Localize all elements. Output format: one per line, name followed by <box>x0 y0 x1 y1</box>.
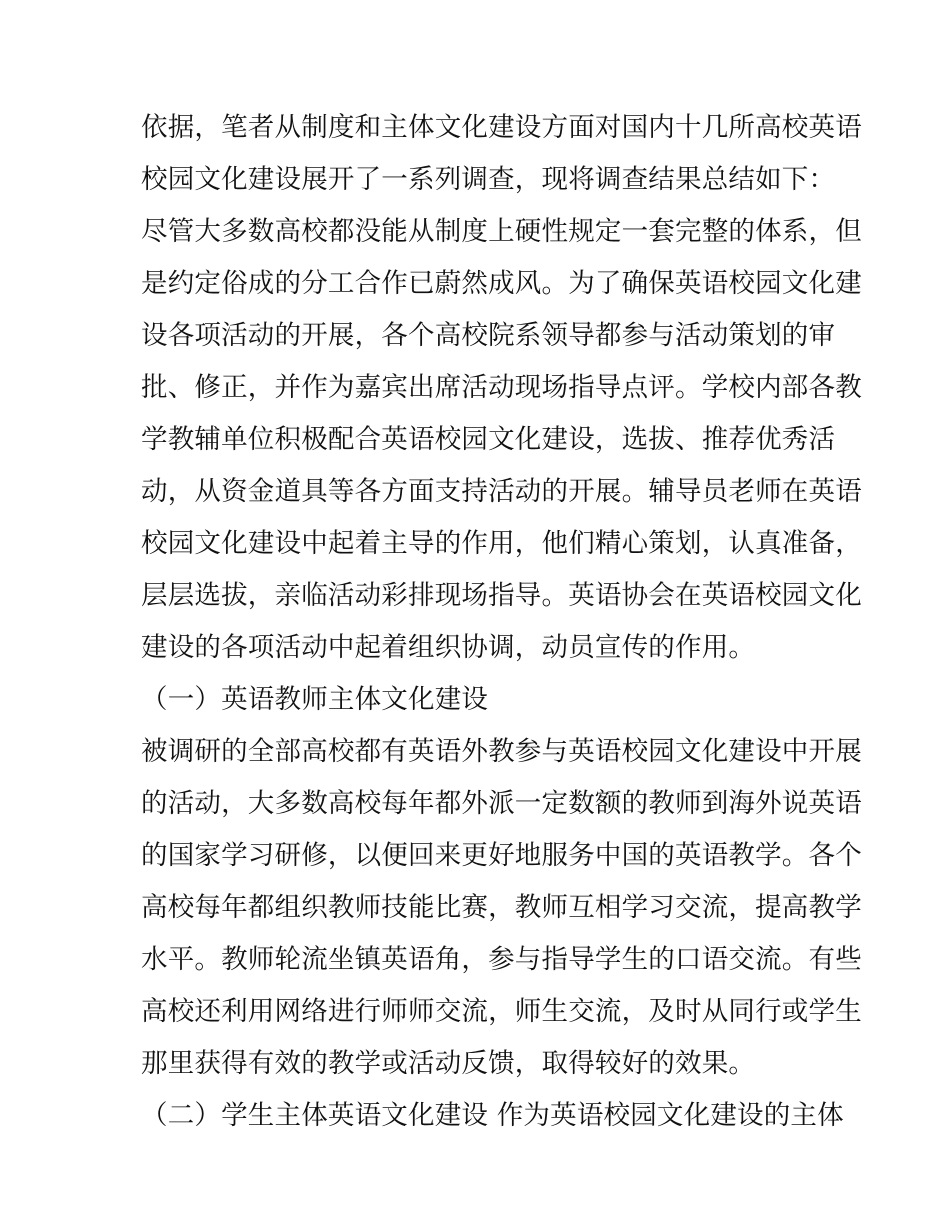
text-line: 层层选拔，亲临活动彩排现场指导。英语协会在英语校园文化 <box>141 580 862 611</box>
section-heading: （二）学生主体英语文化建设 作为英语校园文化建设的主体 <box>141 1100 844 1131</box>
section-heading: （一）英语教师主体文化建设 <box>141 684 489 715</box>
text-line: 依据，笔者从制度和主体文化建设方面对国内十几所高校英语 <box>141 112 862 143</box>
text-line: 那里获得有效的教学或活动反馈，取得较好的效果。 <box>141 1048 756 1079</box>
text-line: 是约定俗成的分工合作已蔚然成风。为了确保英语校园文化建 <box>141 268 862 299</box>
text-line: 高校每年都组织教师技能比赛，教师互相学习交流，提高教学 <box>141 892 862 923</box>
text-line: 批、修正，并作为嘉宾出席活动现场指导点评。学校内部各教 <box>141 372 862 403</box>
text-line: 校园文化建设展开了一系列调查，现将调查结果总结如下： <box>141 164 836 195</box>
text-line: 设各项活动的开展，各个高校院系领导都参与活动策划的审 <box>141 320 836 351</box>
text-line: 被调研的全部高校都有英语外教参与英语校园文化建设中开展 <box>141 736 862 767</box>
text-line: 校园文化建设中起着主导的作用，他们精心策划，认真准备， <box>141 528 862 559</box>
text-line: 尽管大多数高校都没能从制度上硬性规定一套完整的体系，但 <box>141 216 862 247</box>
text-line: 的国家学习研修，以便回来更好地服务中国的英语教学。各个 <box>141 840 862 871</box>
text-line: 的活动，大多数高校每年都外派一定数额的教师到海外说英语 <box>141 788 862 819</box>
text-line: 学教辅单位积极配合英语校园文化建设，选拔、推荐优秀活 <box>141 424 836 455</box>
text-line: 水平。教师轮流坐镇英语角，参与指导学生的口语交流。有些 <box>141 944 862 975</box>
text-line: 高校还利用网络进行师师交流，师生交流，及时从同行或学生 <box>141 996 862 1027</box>
text-line: 建设的各项活动中起着组织协调，动员宣传的作用。 <box>141 632 756 663</box>
text-line: 动，从资金道具等各方面支持活动的开展。辅导员老师在英语 <box>141 476 862 507</box>
